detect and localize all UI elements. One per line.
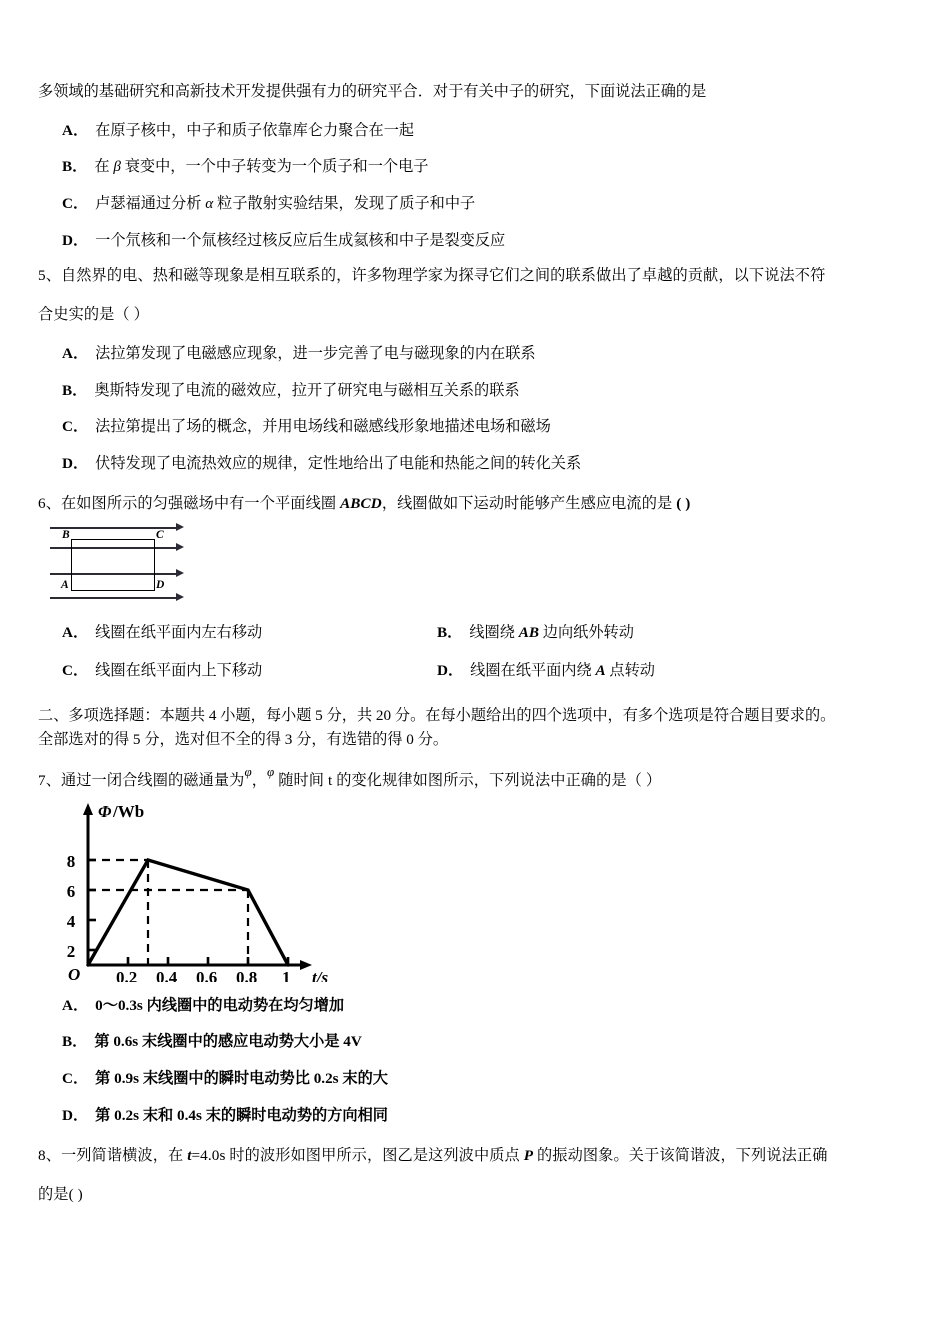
- q7-option-a-label: A．: [62, 996, 89, 1014]
- q6-stem: [38, 496, 916, 511]
- q6-option-d[interactable]: [437, 659, 812, 680]
- q7-option-d-text: 第 0.2s 末和 0.4s 末的瞬时电动势的方向相同: [95, 1106, 388, 1124]
- q4-option-b-text-after: 衰变中，一个中子转变为一个质子和一个电子: [120, 158, 429, 176]
- q6-option-b-edge: AB: [518, 624, 539, 642]
- q5-option-c[interactable]: [38, 417, 916, 437]
- q8-stem-p2: =4.0s 时的波形如图甲所示，图乙是这列波中质点: [191, 1146, 524, 1164]
- phi-symbol-1: φ: [244, 764, 252, 780]
- q5-stem-line2: 合史实的是（ ）: [38, 305, 149, 323]
- field-line-1-arrow: [176, 523, 184, 531]
- q8-stem-line1: [38, 1148, 916, 1163]
- q7-option-d-label: D．: [62, 1106, 89, 1124]
- q6-option-c-text: 线圈在纸平面内上下移动: [95, 662, 263, 680]
- q4-option-a[interactable]: [38, 121, 916, 141]
- q8-point-p: P: [523, 1146, 534, 1164]
- chart-series-flux: [88, 860, 288, 965]
- q4-option-a-label: A．: [62, 121, 89, 139]
- chart-ytick-6: 6: [66, 881, 76, 901]
- q6-option-b-p1: 线圈绕: [469, 624, 519, 642]
- field-line-3-arrow: [176, 569, 184, 577]
- field-line-2-arrow: [176, 543, 184, 551]
- q4-option-d-text: 一个氘核和一个氚核经过核反应后生成氦核和中子是裂变反应: [95, 231, 506, 249]
- chart-ytick-2: 2: [66, 941, 76, 961]
- phi-symbol-2: φ: [267, 764, 275, 780]
- section-2-line2: 全部选对的得 5 分，选对但不全的得 3 分，有选错的得 0 分。: [38, 730, 449, 748]
- q5-option-b[interactable]: [38, 381, 916, 401]
- field-line-4: [50, 597, 178, 599]
- q8-time-var: t: [187, 1146, 192, 1164]
- y-axis-arrowhead: [83, 803, 93, 815]
- q6-option-a-label: A．: [62, 624, 89, 642]
- q5-option-a-text: 法拉第发现了电磁感应现象，进一步完善了电与磁现象的内在联系: [95, 344, 536, 362]
- coil-rectangle: [71, 539, 155, 591]
- stem-continuation: 多领域的基础研究和高新技术开发提供强有力的研究平合．对于有关中子的研究，下面说法正确的是: [38, 83, 707, 100]
- q5-stem-line1: 5、自然界的电、热和磁等现象是相互联系的，许多物理学家为探寻它们之间的联系做出了卓越的贡献，以下说法不符: [38, 266, 826, 284]
- q4-option-d[interactable]: [38, 231, 916, 251]
- q6-coil-name: ABCD: [340, 494, 382, 512]
- q5-option-d[interactable]: [38, 454, 916, 474]
- q7-option-c[interactable]: [38, 1069, 916, 1089]
- q5-option-a-label: A．: [62, 344, 89, 362]
- x-axis-arrowhead: [300, 960, 312, 970]
- coil-vertex-label-c: C: [156, 529, 164, 542]
- chart-ylabel-unit: /Wb: [113, 801, 145, 821]
- q4-option-b-text-before: 在: [94, 158, 114, 176]
- q4-option-a-text: 在原子核中，中子和质子依靠库仑力聚合在一起: [95, 121, 415, 139]
- q5-option-c-text: 法拉第提出了场的概念，并用电场线和磁感线形象地描述电场和磁场: [95, 418, 551, 436]
- flux-time-line-chart: [58, 797, 358, 982]
- q6-option-d-p2: 点转动: [605, 662, 655, 680]
- q4-option-c-label: C．: [62, 195, 89, 213]
- q6-option-b-p2: 边向纸外转动: [538, 624, 634, 642]
- chart-dashed-guides: [88, 860, 248, 965]
- section-2-instructions: [38, 704, 916, 751]
- q6-option-d-point: A: [595, 662, 606, 680]
- q7-option-b-text: 第 0.6s 末线圈中的感应电动势大小是 4V: [94, 1033, 362, 1051]
- q8-stem-p1: 8、一列简谐横波，在: [38, 1146, 188, 1164]
- chart-xtick-02: 0.2: [116, 967, 138, 982]
- q7-stem: [38, 765, 916, 788]
- q6-figure-magnetic-field-coil: [50, 521, 230, 607]
- q7-option-a[interactable]: [38, 996, 916, 1016]
- q7-option-a-text: 0～0.3s 内线圈中的电动势在均匀增加: [95, 996, 345, 1014]
- q6-option-c[interactable]: [62, 659, 437, 680]
- field-line-4-arrow: [176, 593, 184, 601]
- section-2-line1: 二、多项选择题：本题共 4 小题，每小题 5 分，共 20 分。在每小题给出的四个选项中，有多个选项是符合题目要求的。: [38, 707, 836, 725]
- q7-option-c-text: 第 0.9s 末线圈中的瞬时电动势比 0.2s 末的大: [95, 1070, 388, 1087]
- chart-ylabel: Φ: [98, 801, 112, 821]
- q6-options-row-2: [38, 659, 916, 680]
- alpha-symbol: α: [205, 195, 214, 213]
- q7-option-b-label: B．: [62, 1033, 88, 1051]
- chart-xtick-06: 0.6: [196, 967, 218, 982]
- q4-option-b-label: B．: [62, 158, 88, 176]
- q7-option-b[interactable]: [38, 1032, 916, 1052]
- chart-xtick-04: 0.4: [156, 967, 178, 982]
- page-bottom-spacer: [38, 1202, 916, 1262]
- coil-vertex-label-d: D: [156, 579, 165, 592]
- q7-stem-p2: 随时间 t 的变化规律如图所示，下列说法中正确的是（ ）: [274, 772, 662, 790]
- q4-option-c-text-before: 卢瑟福通过分析: [95, 195, 206, 213]
- q8-stem-line2: 的是( ): [38, 1185, 83, 1203]
- q6-stem-part2: ，线圈做如下运动时能够产生感应电流的是: [381, 494, 677, 512]
- q7-stem-comma: ，: [251, 772, 268, 790]
- q6-option-b[interactable]: [437, 621, 812, 642]
- q6-option-a[interactable]: [62, 621, 437, 642]
- q4-option-c-text-after: 粒子散射实验结果，发现了质子和中子: [213, 195, 476, 213]
- chart-origin-label: O: [68, 964, 81, 982]
- q7-figure-flux-time-chart: [58, 797, 358, 982]
- q7-option-d[interactable]: [38, 1106, 916, 1126]
- q6-option-d-p1: 线圈在纸平面内绕: [470, 662, 596, 680]
- q6-options-row-1: [38, 621, 916, 642]
- q5-option-b-label: B．: [62, 381, 88, 399]
- chart-xlabel: t/s: [312, 967, 329, 982]
- coil-vertex-label-a: A: [61, 579, 69, 592]
- chart-ytick-4: 4: [66, 911, 76, 931]
- chart-ytick-8: 8: [66, 851, 76, 871]
- page-content: [38, 80, 916, 1262]
- q6-answer-paren: ( ): [676, 494, 691, 512]
- coil-vertex-label-b: B: [62, 529, 70, 542]
- q6-option-b-label: B．: [437, 624, 463, 642]
- q4-option-b[interactable]: [38, 157, 916, 177]
- q7-option-c-label: C．: [62, 1070, 89, 1087]
- beta-symbol: β: [113, 158, 121, 176]
- q7-stem-p1: 7、通过一闭合线圈的磁通量为: [38, 772, 245, 790]
- q4-option-c[interactable]: [38, 194, 916, 214]
- q5-option-d-text: 伏特发现了电流热效应的规律，定性地给出了电能和热能之间的转化关系: [95, 455, 582, 473]
- q5-option-c-label: C．: [62, 418, 89, 436]
- chart-xtick-1: 1: [282, 967, 291, 982]
- q4-option-d-label: D．: [62, 231, 89, 249]
- q6-option-d-label: D．: [437, 662, 464, 680]
- q6-stem-part1: 6、在如图所示的匀强磁场中有一个平面线圈: [38, 494, 341, 512]
- q6-option-c-label: C．: [62, 662, 89, 680]
- q8-stem-p3: 的振动图象。关于该简谐波，下列说法正确: [533, 1146, 828, 1164]
- chart-xtick-08: 0.8: [236, 967, 258, 982]
- q5-option-d-label: D．: [62, 455, 89, 473]
- q6-option-a-text: 线圈在纸平面内左右移动: [95, 624, 263, 642]
- q5-option-a[interactable]: [38, 344, 916, 364]
- q5-option-b-text: 奥斯特发现了电流的磁效应，拉开了研究电与磁相互关系的联系: [94, 381, 520, 399]
